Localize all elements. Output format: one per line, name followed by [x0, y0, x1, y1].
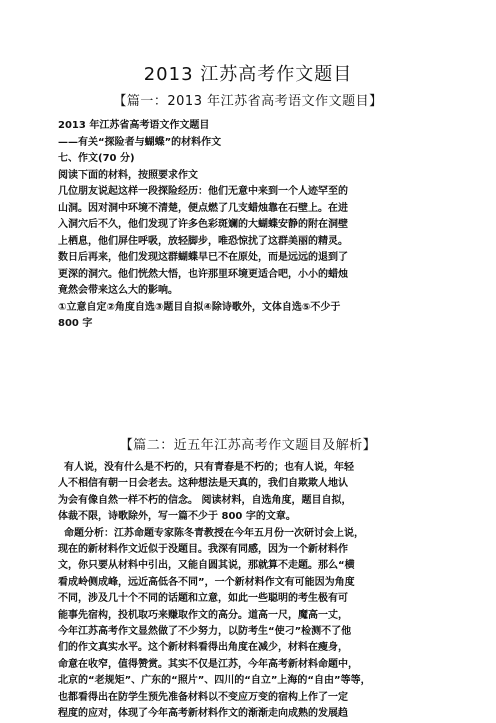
section1-line: 数日后再来，他们发现这群蝴蝶早已不在原处，而是远远的退到了: [58, 252, 348, 263]
section2-line: 文，你只要从材料中引出，又能自圆其说，那就算不走题。那么“横: [58, 560, 355, 572]
section2-line: 体裁不限，诗歌除外，写一篇不少于 800 字的文章。: [58, 511, 296, 523]
section2-line: 为会有像自然一样不朽的信念。 阅读材料，自选角度，题目自拟，: [58, 494, 352, 506]
section2-line: 今年江苏高考作文显然做了不少努力，以防考生“使刁”检测不了他: [58, 626, 352, 638]
section1-line: ①立意自定②角度自选③题目自拟④除诗歌外，文体自选⑤不少于: [58, 301, 341, 313]
section1-line: 山洞。因对洞中环境不清楚，便点燃了几支蜡烛靠在石壁上。在进: [58, 202, 348, 214]
section2-line: 北京的“老规矩”、广东的“照片”、四川的“自立”上海的“自由”等等，: [58, 675, 371, 687]
section2-line: 人不相信有朝一日会老去。这种想法是天真的，我们自欺欺人地认: [58, 478, 348, 490]
section1-line: 800 字: [58, 318, 93, 329]
section2-line: 命意在收窄，值得赞赏。其实不仅是江苏，今年高考新材料命题中，: [58, 658, 358, 670]
document-title: 2013 江苏高考作文题目: [143, 64, 353, 85]
section1-body: [58, 118, 448, 333]
section2-line: 看成岭侧成峰，远近高低各不同”，一个新材料作文有可能因为角度: [58, 576, 355, 588]
section2-body: [58, 460, 448, 723]
section1-line: 上栖息，他们屏住呼吸，放轻脚步，唯恐惊扰了这群美丽的精灵。: [58, 235, 348, 247]
section1-line: 几位朋友说起这样一段探险经历：他们无意中来到一个人迹罕至的: [58, 186, 348, 197]
section2-line: 现在的新材料作文近似于没题目。我深有同感，因为一个新材料作: [58, 544, 348, 556]
section2-line: 不同，涉及几十个不同的话题和立意，如此一些聪明的考生极有可: [58, 593, 348, 605]
section2-line: 也都看得出在防学生预先准备材料以不变应万变的宿构上作了一定: [58, 691, 348, 703]
section2-line: 有人说，没有什么是不朽的，只有青春是不朽的；也有人说，年轻: [64, 462, 354, 473]
section2-line: 命题分析：江苏命题专家陈冬青教授在今年五月份一次研讨会上说，: [64, 527, 364, 539]
section1-heading: 【篇一：2013 年江苏省高考语文作文题目】: [113, 94, 383, 109]
section2-heading: 【篇二：近五年江苏高考作文题目及解析】: [119, 438, 377, 453]
section1-line: 更深的洞穴。他们恍然大悟，也许那里环境更适合吧，小小的蜡烛: [58, 268, 348, 280]
section1-line: 入洞穴后不久，他们发现了许多色彩斑斓的大蝴蝶安静的附在洞壁: [58, 219, 348, 230]
section1-line: 竟然会带来这么大的影响。: [58, 285, 178, 296]
section1-line: 2013 年江苏省高考语文作文题目: [58, 120, 210, 131]
section2-line: 程度的应对，体现了今年高考新材料作文的渐渐走向成熟的发展趋: [58, 708, 348, 720]
section2-line: 能事先宿构，投机取巧来赚取作文的高分。道高一尺，魔高一丈，: [58, 609, 348, 621]
section1-line: 七、作文(70 分): [58, 153, 135, 164]
section1-line: ——有关“探险者与蝴蝶”的材料作文: [58, 136, 222, 148]
section1-line: 阅读下面的材料，按照要求作文: [58, 169, 198, 181]
section2-line: 们的作文真实水平。这个新材料看得出角度在减少，材料在瘦身，: [58, 642, 348, 654]
